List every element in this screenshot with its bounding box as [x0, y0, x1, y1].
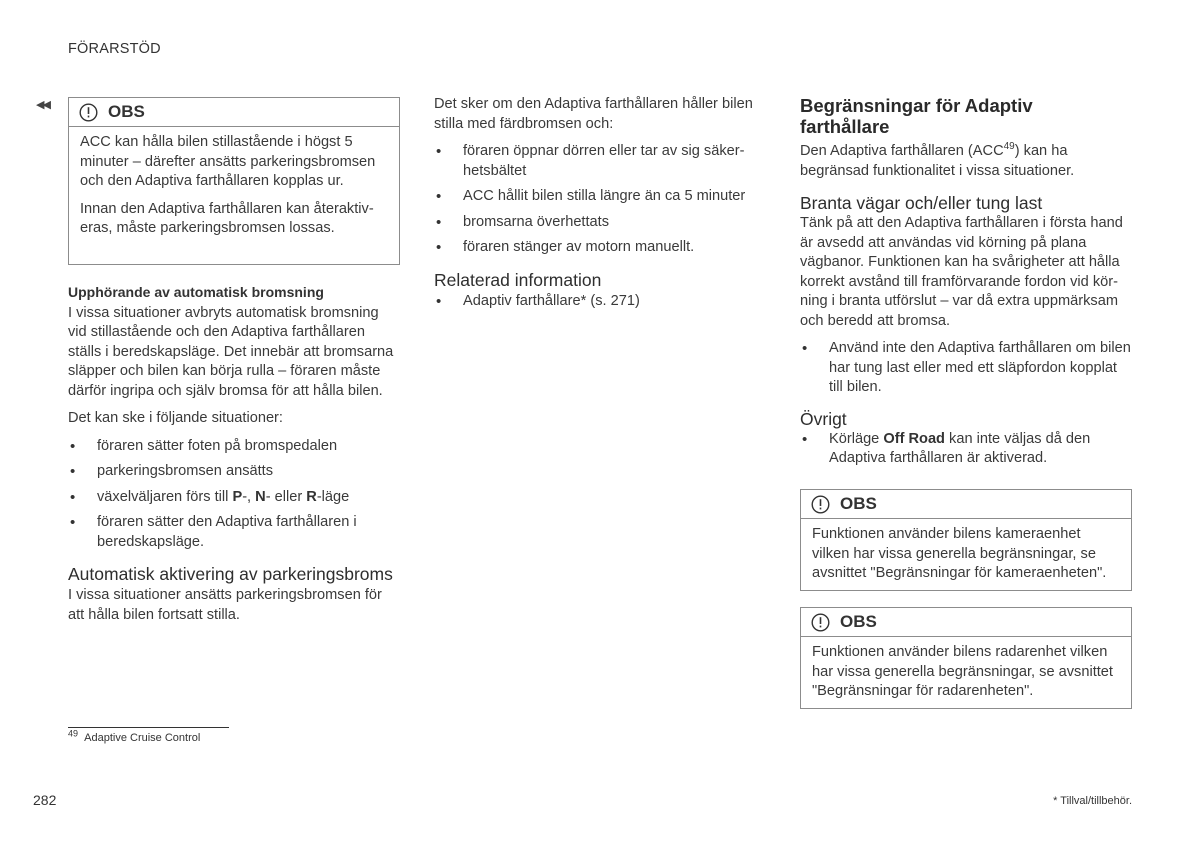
- obs-note-body: [69, 127, 399, 247]
- gear-r-label: R: [306, 488, 317, 505]
- list-item: [800, 430, 1132, 469]
- body-paragraph: Tänk på att den Adaptiva farthållaren i första hand är avsedd att användas vid körning på plana vägbanor. Funktionen kan ha svårigheter att hålla korrekt avstånd till framförvarande fordon vid körning i branta utförslut – var då extra uppmärksam och beredd att bromsa.: [800, 215, 1123, 329]
- obs-note-box-camera: [800, 489, 1132, 591]
- related-link[interactable]: • Adaptiv farthållare* (s. 271): [434, 292, 767, 312]
- column-1: [68, 97, 400, 625]
- other-list: [800, 430, 1132, 469]
- intro-paragraph: [800, 142, 1132, 181]
- continued-from-previous-page-icon: ◀◀: [36, 99, 49, 111]
- column-2: [434, 95, 767, 317]
- gear-n-label: N: [255, 488, 266, 505]
- obs-note-paragraph: ACC kan hålla bilen stillastående i högst 5 minuter – därefter ansätts parkeringsbromsen och den Adaptiva farthållaren kopplas ur.: [80, 134, 376, 189]
- warning-list: [800, 339, 1132, 398]
- body-paragraph: Det sker om den Adaptiva farthållaren håller bilen stilla med färdbromsen och:: [434, 96, 753, 132]
- intro-text: ) kan ha begränsad funktionalitet i vissa situationer.: [800, 143, 1075, 179]
- condition-list: [434, 142, 767, 258]
- list-item: • föraren sätter foten på bromspedalen: [68, 437, 400, 457]
- related-information-heading: Relaterad information: [434, 269, 602, 290]
- subheading-other: Övrigt: [800, 408, 847, 429]
- list-item: • parkeringsbromsen ansätts: [68, 462, 400, 482]
- obs-note-paragraph: Innan den Adaptiva farthållaren kan återaktiveras, måste parkeringsbromsen lossas.: [80, 200, 374, 236]
- footnote-reference[interactable]: 49: [1003, 141, 1015, 153]
- list-item-text: - eller: [265, 488, 307, 505]
- situation-list: [68, 437, 400, 553]
- footnote: [68, 728, 201, 746]
- obs-note-header: [69, 98, 399, 127]
- obs-note-body: [801, 637, 1131, 710]
- list-item-text: -läge: [316, 488, 350, 505]
- obs-note-header: [801, 608, 1131, 637]
- body-paragraph: Det kan ske i följande situationer:: [68, 410, 283, 426]
- option-accessory-note: * Tillval/tillbehör.: [1053, 795, 1132, 807]
- section-title: FÖRARSTÖD: [68, 41, 161, 57]
- list-item-text: Körläge: [829, 430, 884, 447]
- subheading-parking-brake-activation: Automatisk aktivering av parkeringsbroms: [68, 564, 393, 584]
- obs-note-body: [801, 519, 1131, 592]
- list-item-text: -,: [242, 488, 256, 505]
- obs-note-header: [801, 490, 1131, 519]
- list-item: • föraren sätter den Adaptiva farthållaren i beredskapsläge.: [68, 513, 400, 552]
- list-item-text: kan inte väljas då den Adaptiva farthållaren är aktiverad.: [829, 430, 1091, 466]
- obs-label: OBS: [108, 102, 145, 122]
- list-item: • Använd inte den Adaptiva farthållaren om bilen har tung last eller med ett släpfordon kopplat till bilen.: [800, 339, 1132, 398]
- info-icon: [79, 103, 98, 122]
- list-item-text: växelväljaren förs till: [97, 488, 233, 505]
- obs-note-box: [68, 97, 400, 265]
- list-item: • ACC hållit bilen stilla längre än ca 5 minuter: [434, 187, 767, 207]
- list-item: • bromsarna överhettats: [434, 213, 767, 233]
- section-heading-acc-limitations: Begränsningar för Adaptiv farthållare: [800, 95, 1033, 137]
- intro-text: Den Adaptiva farthållaren (ACC: [800, 143, 1004, 159]
- footnote-divider: [68, 727, 229, 728]
- list-item: • föraren öppnar dörren eller tar av sig säkerhetsbältet: [434, 142, 767, 181]
- body-paragraph: I vissa situationer ansätts parkeringsbromsen för att hålla bilen fortsatt stilla.: [68, 587, 382, 623]
- page-number: 282: [33, 792, 57, 808]
- subheading-steep-roads: Branta vägar och/eller tung last: [800, 193, 1043, 213]
- obs-note-box-radar: [800, 607, 1132, 709]
- obs-label: OBS: [840, 494, 877, 514]
- body-paragraph: I vissa situationer avbryts automatisk bromsning vid stillastående och den Adaptiva farthållaren ställs i beredskapsläge. Det innebär att bromsarna släpper och bilen kan börja rulla – föraren måste därför ingripa och själv bromsa för att hålla bilen.: [68, 304, 394, 399]
- obs-note-paragraph: Funktionen använder bilens radarenhet vilken har vissa generella begränsningar, se avsnittet "Begränsningar för radarenheten".: [812, 644, 1113, 699]
- obs-label: OBS: [840, 612, 877, 632]
- footnote-number: 49: [68, 728, 79, 739]
- obs-note-paragraph: Funktionen använder bilens kameraenhet vilken har vissa generella begränsningar, se avsnittet "Begränsningar för kameraenheten".: [812, 526, 1107, 581]
- gear-p-label: P: [232, 488, 243, 505]
- column-3: [800, 95, 1132, 475]
- drive-mode-off-road-label: Off Road: [883, 430, 945, 447]
- related-links-list: [434, 292, 767, 312]
- info-icon: [811, 613, 830, 632]
- footnote-text: Adaptive Cruise Control: [84, 732, 201, 744]
- subheading-automatic-braking-end: Upphörande av automatisk bromsning: [68, 284, 324, 300]
- info-icon: [811, 495, 830, 514]
- list-item: [68, 488, 400, 508]
- list-item: • föraren stänger av motorn manuellt.: [434, 238, 767, 258]
